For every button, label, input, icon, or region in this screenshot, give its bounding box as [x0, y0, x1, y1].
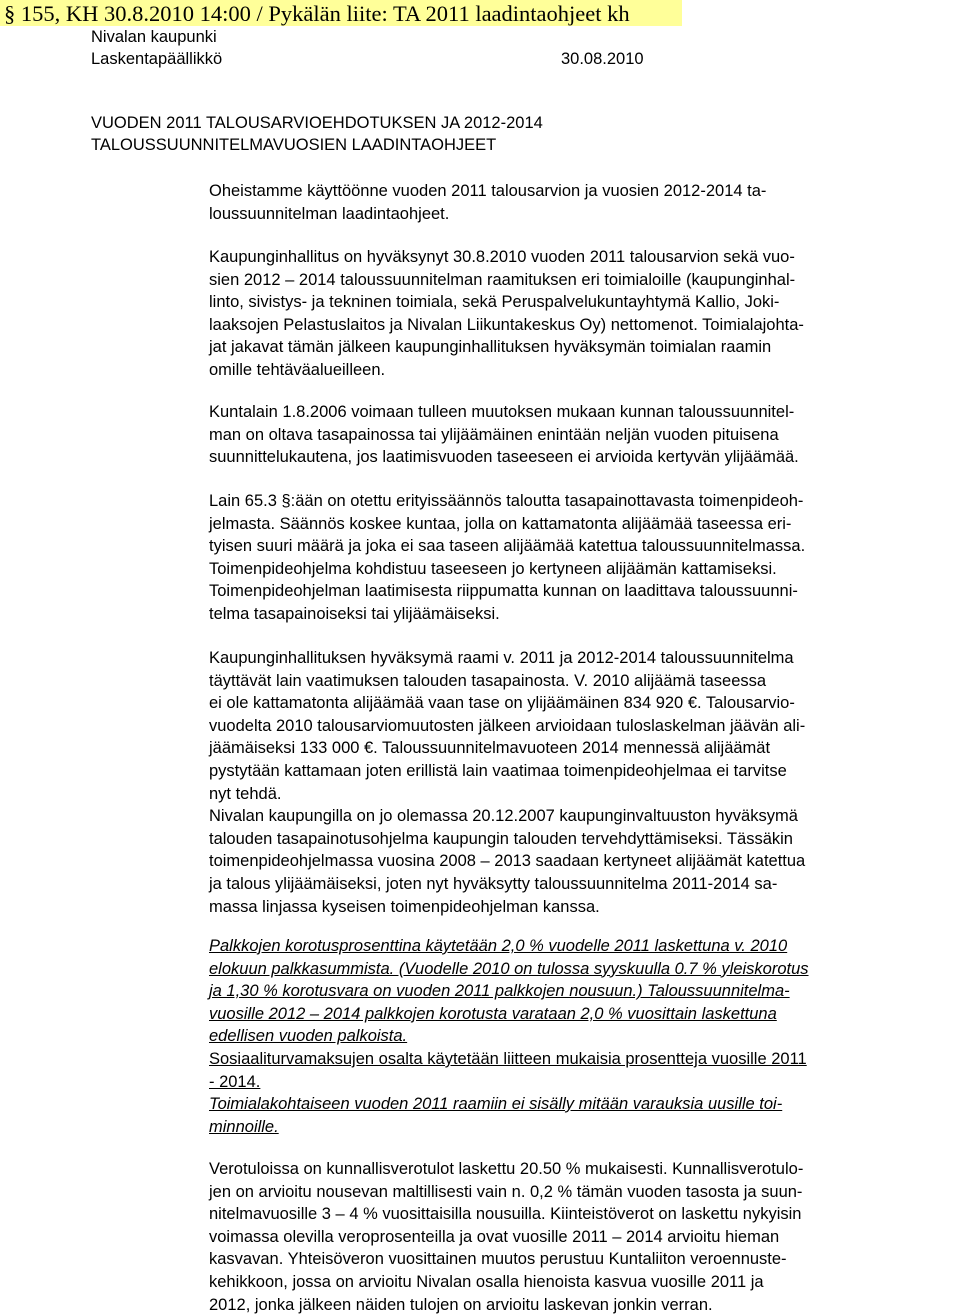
text-line: edellisen vuoden palkoista.: [209, 1027, 408, 1046]
text-line: Verotuloissa on kunnallisverotulot laskettu 20.50 % mukaisesti. Kunnallisverotulo-: [209, 1160, 804, 1178]
text-line: Oheistamme käyttöönne vuoden 2011 talousarvion ja vuosien 2012-2014 ta-: [209, 182, 767, 200]
text-line: Toimenpideohjelma kohdistuu taseeseen jo kertyneen alijäämän kattamiseksi.: [209, 559, 777, 578]
text-line: sien 2012 – 2014 taloussuunnitelman raamituksen eri toimialoille (kaupunginhal-: [209, 270, 796, 289]
text-line: jen on arvioitu nousevan maltillisesti vain n. 0,2 % tämän vuoden tasosta ja suun-: [209, 1182, 803, 1201]
text-line: nitelmavuosille 3 – 4 % vuosittaisilla nousuilla. Kiinteistöverot on laskettu nykyisin: [209, 1205, 802, 1224]
text-line: Kaupunginhallitus on hyväksynyt 30.8.2010 vuoden 2011 talousarvion sekä vuo-: [209, 248, 795, 266]
text-line: loussuunnitelman laadintaohjeet.: [209, 204, 450, 223]
title-line: VUODEN 2011 TALOUSARVIOEHDOTUKSEN JA 2012-2014: [91, 114, 543, 132]
text-line: Toimenpideohjelman laatimisesta riippumatta kunnan on laadittava taloussuunni-: [209, 582, 798, 601]
text-line: kasvavan. Yhteisöveron vuosittainen muutos perustuu Kuntaliiton veroennuste-: [209, 1250, 787, 1269]
text-line: ja talous ylijäämäiseksi, joten nyt hyväksytty taloussuunnitelma 2011-2014 sa-: [209, 874, 778, 893]
text-line: vuodelta 2010 talousarviomuutosten jälkeen arvioidaan tuloslaskelman jäävän ali-: [209, 716, 806, 735]
text-line: minnoille.: [209, 1117, 279, 1136]
text-line: Toimialakohtaiseen vuoden 2011 raamiin ei sisälly mitään varauksia uusille toi-: [209, 1095, 783, 1113]
section-65-paragraph: [209, 490, 914, 626]
text-line: kehikkoon, jossa on arvioitu Nivalan osalla hienoista kasvua vuosille 2011 ja: [209, 1272, 764, 1291]
wage-increase-paragraph: [209, 935, 914, 1048]
text-line: pystytään kattamaan joten erillistä lain vaatimaa toimenpideohjelmaa ei tarvitse: [209, 761, 787, 780]
text-line: ja 1,30 % korotusvara on vuoden 2011 palkkojen nousuun.) Taloussuunnitelma-: [209, 982, 790, 1001]
text-line: voimassa olevilla veroprosenteilla ja ovat vuosille 2011 – 2014 arvioitu hieman: [209, 1227, 780, 1246]
text-line: ei ole kattamatonta alijäämää vaan tase on ylijäämäinen 834 920 €. Talousarvio-: [209, 694, 795, 713]
text-line: suunnittelukautena, jos laatimisvuoden taseeseen ei arvioida kertyvän ylijäämää.: [209, 448, 799, 467]
document-header: § 155, KH 30.8.2010 14:00 / Pykälän liite: TA 2011 laadintaohjeet kh: [4, 1, 630, 26]
text-line: Kuntalain 1.8.2006 voimaan tulleen muutoksen mukaan kunnan taloussuunnitel-: [209, 403, 795, 421]
intro-paragraph: [209, 180, 914, 225]
document-title: [91, 112, 543, 156]
text-line: elokuun palkkasummista. (Vuodelle 2010 on tulossa syyskuulla 0.7 % yleiskorotus: [209, 959, 809, 978]
text-line: Kaupunginhallituksen hyväksymä raami v. 2011 ja 2012-2014 taloussuunnitelma: [209, 649, 794, 667]
municipal-act-paragraph: [209, 401, 914, 469]
text-line: vuosille 2012 – 2014 palkkojen korotusta varataan 2,0 % vuosittain laskettuna: [209, 1004, 777, 1023]
text-line: Nivalan kaupungilla on jo olemassa 20.12.2007 kaupunginvaltuuston hyväksymä: [209, 807, 798, 826]
text-line: talouden tasapainotusohjelma kaupungin talouden tervehdyttämiseksi. Tässäkin: [209, 829, 793, 848]
title-line: TALOUSSUUNNITELMAVUOSIEN LAADINTAOHJEET: [91, 136, 497, 154]
text-line: omille tehtäväalueilleen.: [209, 360, 386, 379]
author-title: Laskentapäällikkö: [91, 50, 223, 68]
document-date: 30.08.2010: [561, 50, 644, 68]
text-line: laaksojen Pelastuslaitos ja Nivalan Liikuntakeskus Oy) nettomenot. Toimialajohta-: [209, 315, 804, 334]
text-line: telma tasapainoiseksi tai ylijäämäiseksi.: [209, 604, 500, 623]
tax-revenue-paragraph: [209, 1158, 914, 1316]
text-line: - 2014.: [209, 1072, 261, 1091]
text-line: Lain 65.3 §:ään on otettu erityissäännös taloutta tasapainottavasta toimenpideoh-: [209, 492, 804, 510]
text-line: Sosiaaliturvamaksujen osalta käytetään liitteen mukaisia prosentteja vuosille 2011: [209, 1050, 807, 1068]
organization-name: Nivalan kaupunki: [91, 28, 217, 46]
text-line: Palkkojen korotusprosenttina käytetään 2,0 % vuodelle 2011 laskettuna v. 2010: [209, 937, 788, 955]
text-line: tyisen suuri määrä ja joka ei saa taseen alijäämää katettua taloussuunnitelmassa.: [209, 537, 806, 556]
text-line: 2012, jonka jälkeen näiden tulojen on arvioitu laskevan jonkin verran.: [209, 1295, 713, 1314]
decision-paragraph: [209, 246, 914, 382]
text-line: man on oltava tasapainossa tai ylijäämäinen enintään neljän vuoden pituisena: [209, 425, 779, 444]
text-line: linto, sivistys- ja tekninen toimiala, sekä Peruspalvelukuntayhtymä Kallio, Joki-: [209, 293, 780, 312]
text-line: jäämäiseksi 133 000 €. Taloussuunnitelmavuoteen 2014 mennessä alijäämät: [209, 739, 771, 758]
reservations-paragraph: [209, 1093, 914, 1138]
text-line: täyttävät lain vaatimuksen talouden tasapainosta. V. 2010 alijäämä taseessa: [209, 671, 767, 690]
text-line: toimenpideohjelmassa vuosina 2008 – 2013 saadaan kertyneet alijäämät katettua: [209, 852, 806, 871]
social-security-paragraph: [209, 1048, 914, 1093]
text-line: jelmasta. Säännös koskee kuntaa, jolla on kattamatonta alijäämää taseessa eri-: [209, 514, 792, 533]
text-line: nyt tehdä.: [209, 784, 282, 803]
budget-framework-paragraph: [209, 647, 914, 918]
text-line: massa linjassa kyseisen toimenpideohjelman kanssa.: [209, 897, 600, 916]
text-line: jat jakavat tämän jälkeen kaupunginhallituksen hyväksymän toimialan raamin: [209, 338, 772, 357]
